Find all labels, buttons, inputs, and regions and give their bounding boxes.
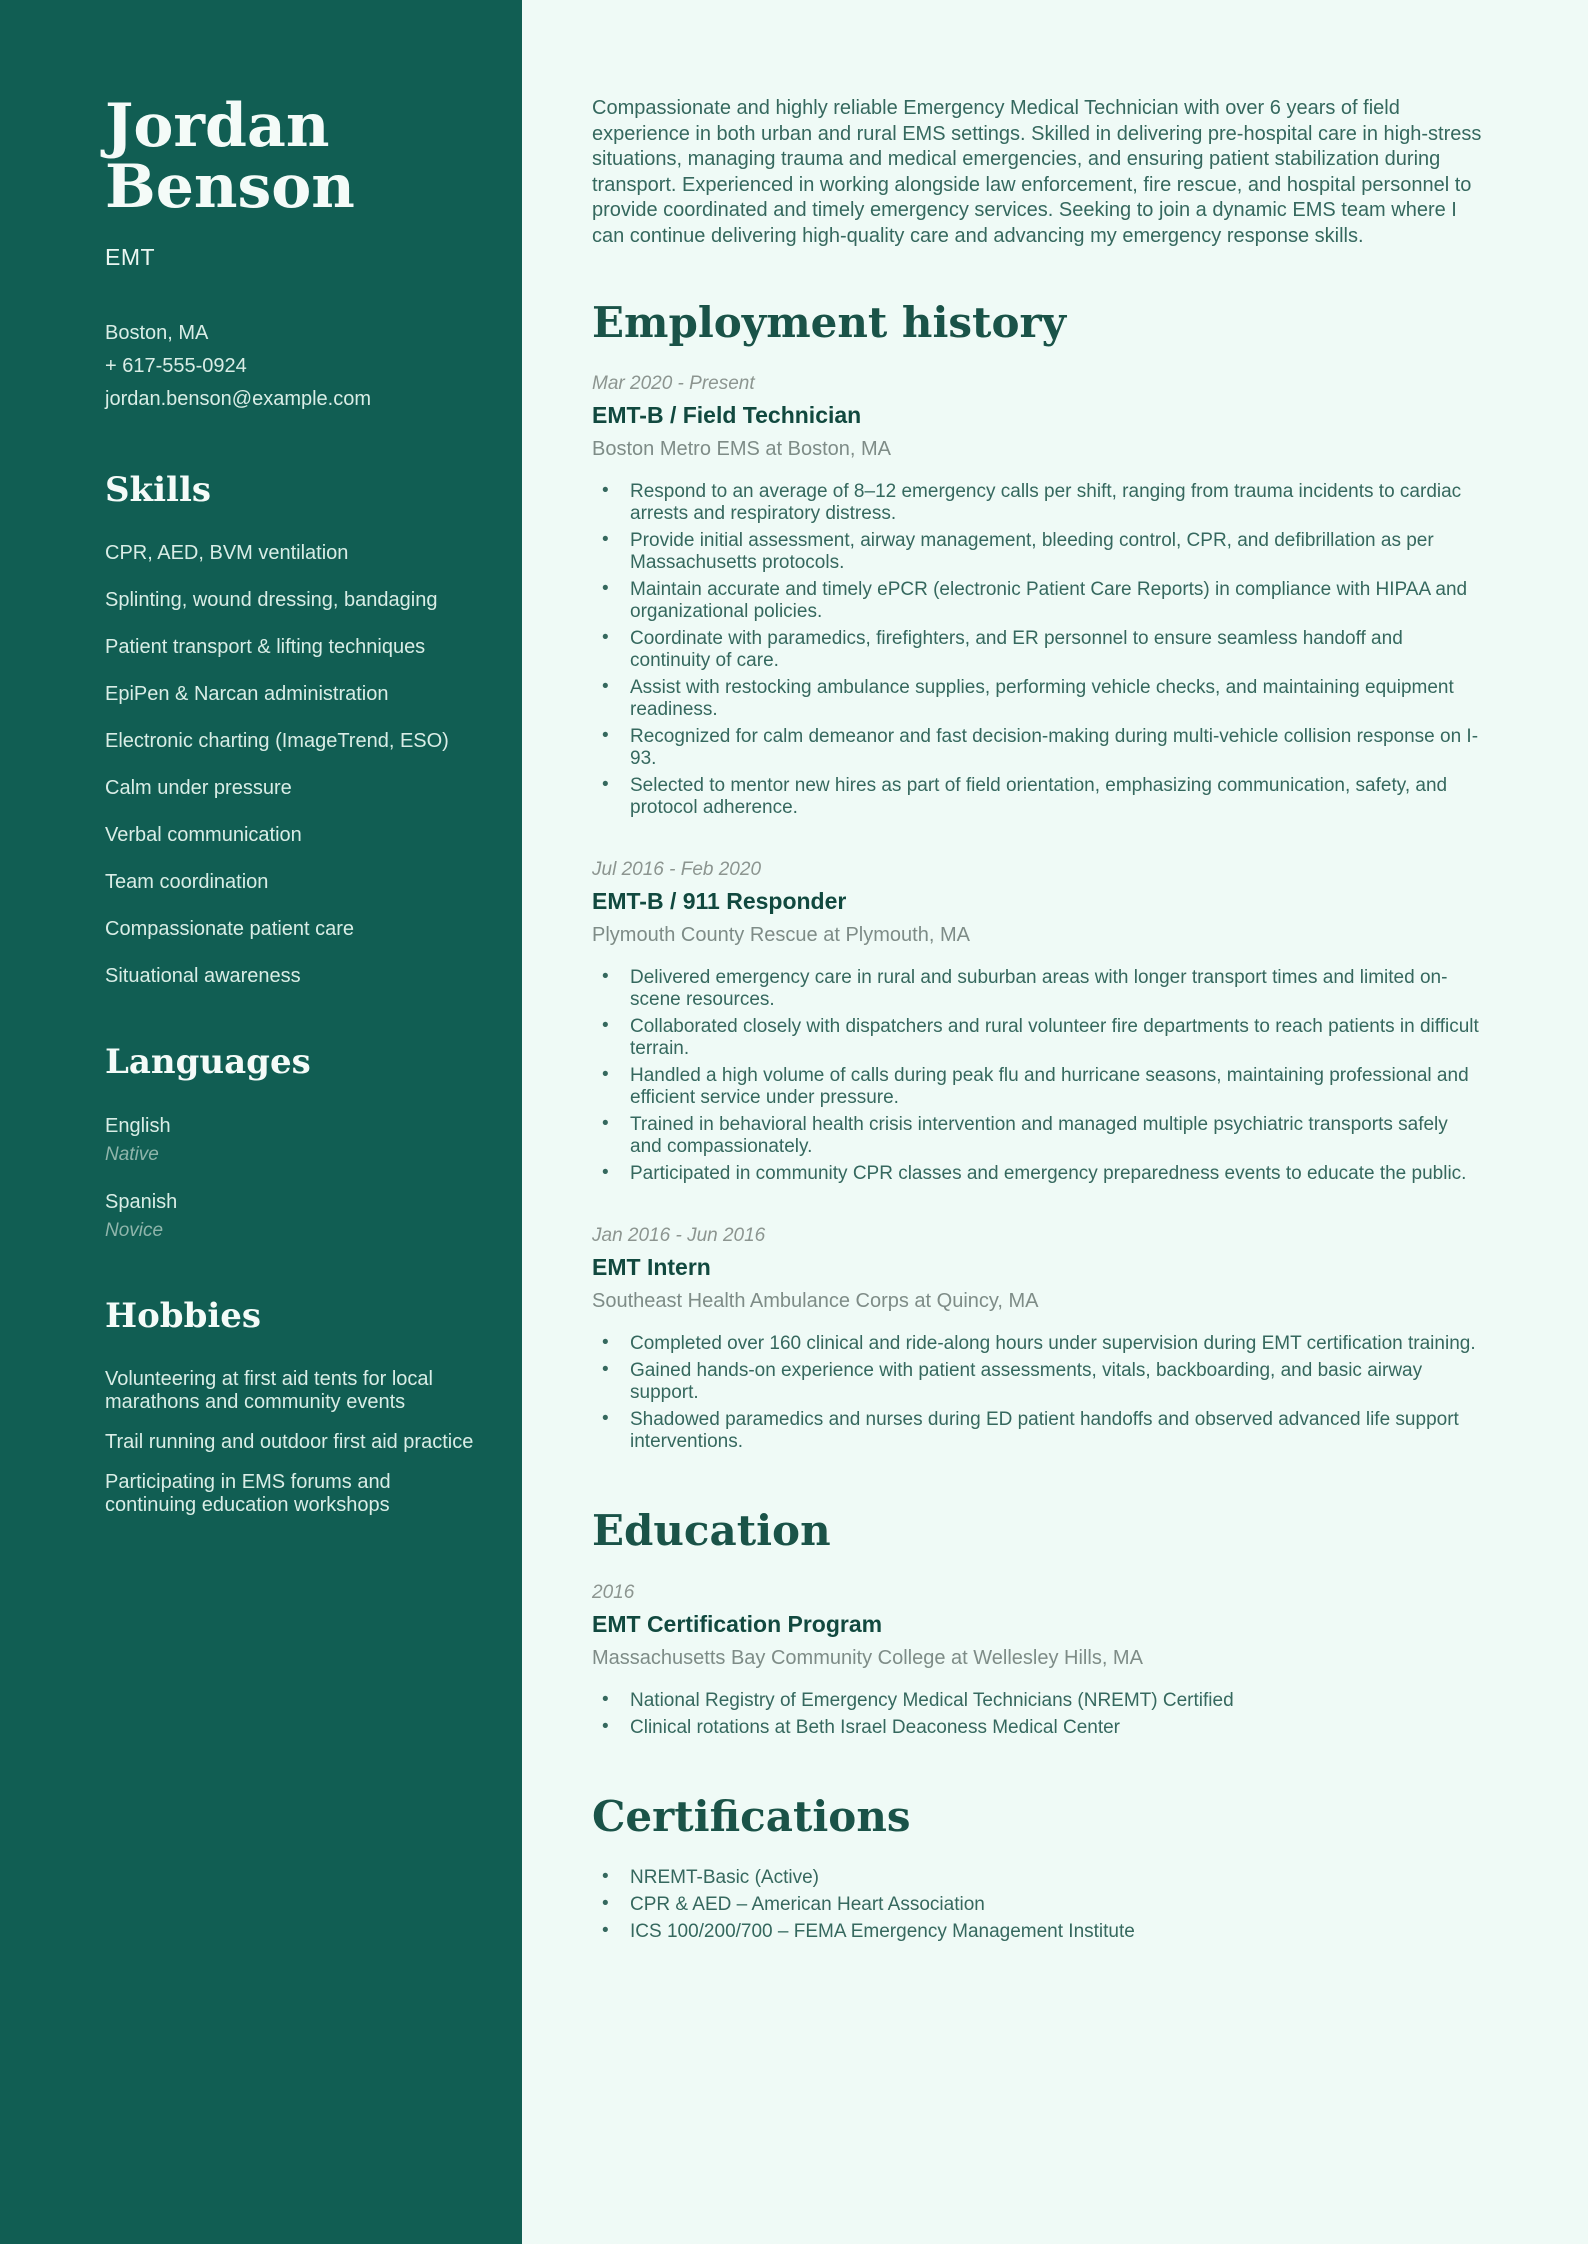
job-dates: Mar 2020 - Present (592, 373, 755, 395)
job-entry (592, 373, 1482, 819)
job-organization: Boston Metro EMS at Boston, MA (592, 438, 892, 461)
job-bullet: • Collaborated closely with dispatchers and rural volunteer fire departments to reach patients in difficult terrain. (592, 1016, 1482, 1060)
job-bullet: • Recognized for calm demeanor and fast decision-making during multi-vehicle collision response on I-93. (592, 726, 1482, 770)
employment-heading: Employment history (592, 298, 1066, 347)
language-name: Spanish (105, 1191, 178, 1214)
education-organization: Massachusetts Bay Community College at Wellesley Hills, MA (592, 1646, 1143, 1669)
education-dates: 2016 (592, 1581, 635, 1603)
certifications-heading: Certifications (592, 1791, 911, 1841)
job-bullet: • Gained hands-on experience with patient assessments, vitals, backboarding, and basic airway support. (592, 1360, 1482, 1404)
candidate-name-line1: Jordan (105, 91, 330, 161)
job-bullet: • Shadowed paramedics and nurses during ED patient handoffs and observed advanced life support interventions. (592, 1409, 1482, 1453)
job-bullet: • Respond to an average of 8–12 emergency calls per shift, ranging from trauma incidents to cardiac arrests and respiratory distress. (592, 481, 1482, 525)
job-dates: Jan 2016 - Jun 2016 (592, 1225, 766, 1247)
languages-heading: Languages (105, 1042, 311, 1083)
job-organization: Southeast Health Ambulance Corps at Quincy, MA (592, 1290, 1039, 1313)
job-dates: Jul 2016 - Feb 2020 (592, 859, 762, 881)
main-content (522, 0, 1588, 2244)
job-title: EMT-B / 911 Responder (592, 888, 847, 915)
job-bullets (592, 1333, 1482, 1453)
education-bullet: • Clinical rotations at Beth Israel Deaconess Medical Center (592, 1717, 1482, 1739)
skill-item: Splinting, wound dressing, bandaging (105, 589, 438, 612)
contact-phone: + 617-555-0924 (105, 355, 247, 378)
job-bullet: • Handled a high volume of calls during peak flu and hurricane seasons, maintaining professional and efficient service under pressure. (592, 1065, 1482, 1109)
job-organization: Plymouth County Rescue at Plymouth, MA (592, 924, 970, 947)
job-entry (592, 859, 1482, 1185)
candidate-name-line2: Benson (105, 152, 355, 223)
languages-section (105, 1042, 476, 1242)
languages-list (105, 1114, 476, 1242)
candidate-name (105, 91, 476, 223)
skill-item: CPR, AED, BVM ventilation (105, 542, 349, 565)
job-title: EMT Intern (592, 1254, 711, 1281)
contact-email: jordan.benson@example.com (105, 388, 372, 411)
certification-bullet: • NREMT-Basic (Active) (592, 1867, 1482, 1889)
education-bullets (592, 1690, 1482, 1739)
employment-section (592, 299, 1482, 1453)
job-bullet: • Delivered emergency care in rural and suburban areas with longer transport times and limited on-scene resources. (592, 967, 1482, 1011)
job-bullets (592, 967, 1482, 1185)
job-bullet: • Completed over 160 clinical and ride-along hours under supervision during EMT certification training. (592, 1333, 1482, 1355)
skill-item: EpiPen & Narcan administration (105, 683, 389, 706)
skill-item: Calm under pressure (105, 777, 292, 800)
certification-bullet: • CPR & AED – American Heart Association (592, 1894, 1482, 1916)
skill-item: Patient transport & lifting techniques (105, 636, 426, 659)
certifications-section (592, 1793, 1482, 1943)
skill-item: Situational awareness (105, 965, 301, 988)
education-bullet: • National Registry of Emergency Medical Technicians (NREMT) Certified (592, 1690, 1482, 1712)
hobby-item: Trail running and outdoor first aid practice (105, 1431, 474, 1454)
education-entry (592, 1582, 1482, 1739)
certifications-list (592, 1867, 1482, 1943)
skill-item: Verbal communication (105, 824, 302, 847)
job-bullet: • Coordinate with paramedics, firefighters, and ER personnel to ensure seamless handoff and continuity of care. (592, 628, 1482, 672)
contact-block (105, 317, 476, 416)
education-title: EMT Certification Program (592, 1610, 883, 1637)
skills-section (105, 470, 476, 988)
hobbies-heading: Hobbies (105, 1296, 262, 1337)
sidebar (0, 0, 522, 2244)
education-section (592, 1507, 1482, 1738)
job-title: EMT-B / Field Technician (592, 402, 862, 429)
job-bullet: • Participated in community CPR classes and emergency preparedness events to educate the public. (592, 1163, 1482, 1185)
skill-item: Compassionate patient care (105, 918, 355, 941)
language-level: Novice (105, 1220, 164, 1242)
certification-bullet: • ICS 100/200/700 – FEMA Emergency Management Institute (592, 1921, 1482, 1943)
language-name: English (105, 1115, 171, 1138)
education-heading: Education (592, 1506, 831, 1556)
skill-item: Electronic charting (ImageTrend, ESO) (105, 730, 449, 753)
language-item (105, 1190, 476, 1242)
hobbies-list (105, 1368, 476, 1517)
skills-heading: Skills (105, 470, 212, 511)
job-bullet: • Assist with restocking ambulance supplies, performing vehicle checks, and maintaining equipment readiness. (592, 677, 1482, 721)
job-bullet: • Selected to mentor new hires as part of field orientation, emphasizing communication, safety, and protocol adherence. (592, 775, 1482, 819)
skill-item: Team coordination (105, 871, 269, 894)
job-bullet: • Maintain accurate and timely ePCR (electronic Patient Care Reports) in compliance with HIPAA and organizational policies. (592, 579, 1482, 623)
job-bullet: • Provide initial assessment, airway management, bleeding control, CPR, and defibrillation as per Massachusetts protocols. (592, 530, 1482, 574)
hobby-item: Participating in EMS forums and continuing education workshops (105, 1471, 391, 1517)
language-level: Native (105, 1144, 159, 1166)
hobbies-section (105, 1296, 476, 1517)
hobby-item: Volunteering at first aid tents for local marathons and community events (105, 1368, 433, 1414)
contact-location: Boston, MA (105, 322, 209, 345)
job-bullets (592, 481, 1482, 819)
language-item (105, 1114, 476, 1166)
job-entry (592, 1225, 1482, 1453)
job-bullet: • Trained in behavioral health crisis intervention and managed multiple psychiatric transports safely and compassionately. (592, 1114, 1482, 1158)
skills-list (105, 542, 476, 988)
profile-summary: Compassionate and highly reliable Emergency Medical Technician with over 6 years of field experience in both urban and rural EMS settings. Skilled in delivering pre-hospital care in high-stress situations, managing trauma and medical emergencies, and ensuring patient stabilization during transport. Experienced in working alongside law enforcement, fire rescue, and hospital personnel to provide coordinated and timely emergency services. Seeking to join a dynamic EMS team where I can continue delivering high-quality care and advancing my emergency response skills. (592, 97, 1482, 247)
candidate-role: EMT (105, 244, 156, 271)
